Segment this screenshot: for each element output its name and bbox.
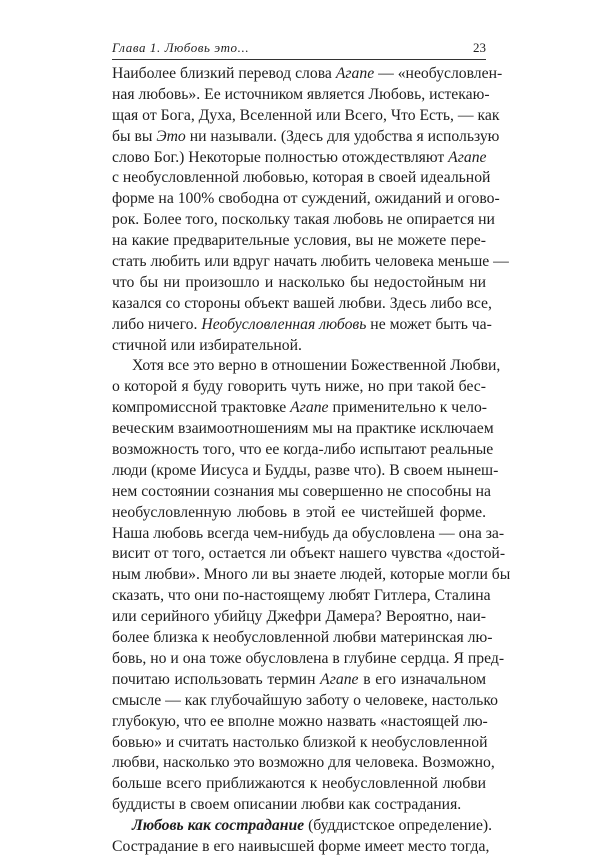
running-head bbox=[112, 40, 486, 60]
text-run: бы вы bbox=[112, 127, 157, 145]
text-run: почитаю использовать термин bbox=[112, 670, 321, 688]
text-run: любви, насколько это возможно для человека. Возможно, bbox=[112, 754, 495, 772]
text-run: — «необусловлен- bbox=[374, 65, 503, 82]
text-run: с необусловленной любовью, которая в своей идеальной bbox=[112, 169, 491, 187]
text-line bbox=[112, 482, 491, 503]
emphasis-text: Агапе bbox=[290, 399, 329, 417]
text-run: или серийного убийцу Джефри Дамера? Вероятно, наи- bbox=[112, 608, 486, 626]
text-line bbox=[112, 398, 486, 419]
text-line bbox=[112, 607, 486, 628]
text-line bbox=[112, 168, 491, 189]
text-run: глубокую, что ее вполне можно назвать «настоящей лю- bbox=[112, 712, 488, 730]
text-run: Сострадание в его наивысшей форме имеет место тогда, bbox=[112, 837, 490, 855]
text-line bbox=[112, 440, 494, 461]
text-line bbox=[112, 252, 509, 273]
text-run: ным любви». Много ли вы знаете людей, которые могли бы bbox=[112, 566, 511, 584]
text-run: Наша любовь всегда чем-нибудь да обусловлена — она за- bbox=[112, 524, 505, 542]
text-line bbox=[112, 294, 492, 315]
text-run: компромиссной трактовке bbox=[112, 399, 291, 417]
text-run: ни называли. (Здесь для удобства я использую bbox=[185, 127, 500, 145]
text-line bbox=[112, 148, 486, 169]
text-line bbox=[112, 649, 505, 670]
text-run: бовь, но и она тоже обусловлена в глубине сердца. Я пред- bbox=[112, 649, 505, 667]
text-line bbox=[112, 544, 506, 565]
text-run: веческим взаимоотношениям мы на практике исключаем bbox=[112, 420, 494, 438]
text-line bbox=[112, 586, 491, 607]
text-run: форме на 100% свободна от суждений, ожиданий и огово- bbox=[112, 190, 500, 208]
text-run: стичной или избирательной. bbox=[112, 336, 302, 354]
text-run: буддисты в своем описании любви как сострадания. bbox=[112, 796, 462, 814]
text-run: стать любить или вдруг начать любить человека меньше — bbox=[112, 253, 509, 271]
text-run: щая от Бога, Духа, Вселенной или Всего, Что Есть, — как bbox=[112, 106, 500, 124]
text-line bbox=[112, 670, 486, 691]
text-line bbox=[112, 774, 486, 795]
text-line bbox=[112, 336, 486, 357]
text-line bbox=[112, 189, 500, 210]
text-line bbox=[112, 565, 511, 586]
chapter-title: Глава 1. Любовь это... bbox=[112, 40, 250, 55]
text-run: слово Бог.) Некоторые полностью отождествляют bbox=[112, 148, 449, 166]
text-line bbox=[112, 816, 493, 837]
emphasis-text: Необусловленная любовь bbox=[201, 315, 367, 333]
text-run: Наиболее близкий перевод слова bbox=[112, 65, 336, 82]
text-line bbox=[112, 210, 495, 231]
text-run: на какие предварительные условия, вы не можете пере- bbox=[112, 232, 486, 250]
text-run: Хотя все это верно в отношении Божественной Любви, bbox=[132, 357, 501, 375]
text-run: (буддистское определение). bbox=[304, 817, 493, 835]
text-line bbox=[112, 106, 500, 127]
text-run: не может быть ча- bbox=[366, 315, 492, 333]
text-run: ная любовь». Ее источником является Любовь, истекаю- bbox=[112, 85, 490, 103]
text-line bbox=[112, 461, 499, 482]
emphasis-text: Это bbox=[156, 127, 186, 145]
emphasis-text: Любовь как сострадание bbox=[132, 817, 305, 835]
emphasis-text: Агапе bbox=[320, 670, 359, 688]
text-run: нем состоянии сознания мы совершенно не способны на bbox=[112, 482, 491, 500]
text-run: применительно к чело- bbox=[328, 399, 488, 417]
text-run: о которой я буду говорить чуть ниже, но при такой бес- bbox=[112, 378, 486, 396]
text-line bbox=[112, 733, 486, 754]
text-line bbox=[112, 419, 494, 440]
text-run: возможность того, что ее когда-либо испытают реальные bbox=[112, 441, 494, 459]
text-line bbox=[112, 85, 490, 106]
page-number: 23 bbox=[473, 40, 486, 55]
text-run: более близка к необусловленной любви материнская лю- bbox=[112, 629, 493, 647]
body-text bbox=[112, 64, 511, 858]
text-run: сказать, что они по-настоящему любят Гитлера, Сталина bbox=[112, 587, 491, 605]
text-run: больше всего приближаются к необусловленной любви bbox=[112, 775, 486, 793]
text-line bbox=[112, 356, 501, 377]
text-line bbox=[112, 315, 492, 336]
text-run: в его изначальном bbox=[358, 670, 487, 688]
header-rule bbox=[112, 59, 486, 60]
text-run: казался со стороны объект вашей любви. Здесь либо все, bbox=[112, 294, 492, 312]
text-line bbox=[112, 712, 486, 733]
text-line bbox=[112, 64, 503, 85]
text-run: висит от того, остается ли объект нашего чувства «достой- bbox=[112, 545, 506, 563]
emphasis-text: Агапе bbox=[448, 148, 487, 166]
text-line bbox=[112, 503, 486, 524]
text-line bbox=[112, 628, 493, 649]
text-line bbox=[112, 273, 486, 294]
text-run: что бы ни произошло и насколько бы недостойным ни bbox=[112, 273, 486, 291]
text-line bbox=[112, 837, 490, 858]
emphasis-text: Агапе bbox=[335, 65, 375, 82]
text-line bbox=[112, 127, 500, 148]
text-run: смысле — как глубочайшую заботу о человеке, настолько bbox=[112, 691, 498, 709]
text-line bbox=[112, 753, 495, 774]
text-run: необусловленную любовь в этой ее чистейшей форме. bbox=[112, 503, 486, 521]
text-run: рок. Более того, поскольку такая любовь не опирается ни bbox=[112, 211, 495, 229]
text-line bbox=[112, 795, 486, 816]
text-run: бовью» и считать настолько близкой к необусловленной bbox=[112, 733, 488, 751]
text-line bbox=[112, 691, 498, 712]
text-line bbox=[112, 377, 486, 398]
text-line bbox=[112, 524, 505, 545]
text-line bbox=[112, 231, 486, 252]
text-run: люди (кроме Иисуса и Будды, разве что). В своем нынеш- bbox=[112, 461, 499, 479]
text-run: либо ничего. bbox=[112, 315, 202, 333]
